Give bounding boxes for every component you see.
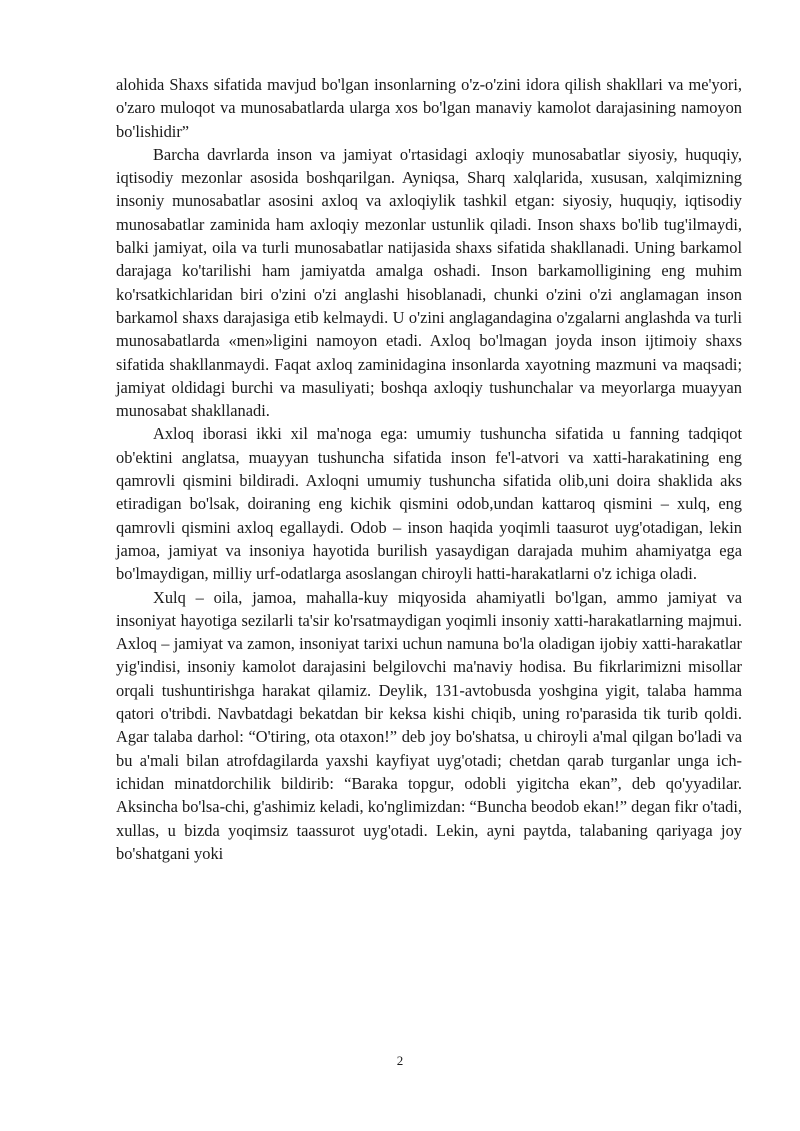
paragraph: Barcha davrlarda inson va jamiyat o'rtasidagi axloqiy munosabatlar siyosiy, huquqiy, iqtisodiy mezonlar asosida boshqarilgan. Ayniqsa, Sharq xalqlarida, xususan, xalqimizning insoniy munosabatlar asosini axloq va axloqiylik tashkil etgan: siyosiy, huquqiy, iqtisodiy munosabatlar zaminida ham axloqiy mezonlar ustunlik qiladi. Inson shaxs bo'lib tug'ilmaydi, balki jamiyat, oila va turli munosabatlar natijasida shaxs sifatida shakllanadi. Uning barkamol darajaga ko'tarilishi ham jamiyatda amalga oshadi. Inson barkamolligining eng muhim ko'rsatkichlaridan biri o'zini o'zi anglashi hisoblanadi, chunki o'zini o'zi anglamagan inson barkamol shaxs darajasiga etib kelmaydi. U o'zini anglagandagina o'zgalarni anglashda va turli munosabatlarda «men»ligini namoyon etadi. Axloq bo'lmagan joyda inson ijtimoiy shaxs sifatida shakllanmaydi. Faqat axloq zaminidagina insonlarda xayotning mazmuni va maqsadi; jamiyat oldidagi burchi va masuliyati; boshqa axloqiy tushunchalar va meyorlarga muayyan munosabat shakllanadi. [116,144,742,421]
document-body [116,73,742,865]
paragraph: Xulq – oila, jamoa, mahalla-kuy miqyosida ahamiyatli bo'lgan, ammo jamiyat va insoniyat hayotiga sezilarli ta'sir ko'rsatmaydigan yoqimli insoniy xatti-harakatlarning majmui. Axloq – jamiyat va zamon, insoniyat tarixi uchun namuna bo'la oladigan ijobiy xatti-harakatlar yig'indisi, insoniy kamolot darajasini belgilovchi ma'naviy hodisa. Bu fikrlarimizni misollar orqali tushuntirishga harakat qilamiz. Deylik, 131-avtobusda yoshgina yigit, talaba hamma qatori o'tribdi. Navbatdagi bekatdan bir keksa kishi chiqib, uning ro'parasida tik turib qoldi. Agar talaba darhol: “O'tiring, ota otaxon!” deb joy bo'shatsa, u chiroyli a'mal qilgan bo'ladi va bu a'mali bilan atrofdagilarda yaxshi kayfiyat uyg'otadi; chetdan qarab turganlar unga ich- ichidan minatdorchilik bildirib: “Baraka topgur, odobli yigitcha ekan”, deb qo'yyadilar. Aksincha bo'lsa-chi, g'ashimiz keladi, ko'nglimizdan: “Buncha beodob ekan!” degan fikr o'tadi, xullas, u bizda yoqimsiz taassurot uyg'otadi. Lekin, ayni paytda, talabaning qariyaga joy bo'shatgani yoki [116,587,742,863]
paragraph: Axloq iborasi ikki xil ma'noga ega: umumiy tushuncha sifatida u fanning tadqiqot ob'ektini anglatsa, muayyan tushuncha sifatida inson fe'l-atvori va xatti-harakatining eng qamrovli qismini bildiradi. Axloqni umumiy tushuncha sifatida olib,uni doira shaklida aks etiradigan bo'lsak, doiraning eng kichik qismini odob,undan kattaroq qismini – xulq, eng qamrovli qismini axloq egallaydi. Odob – inson haqida yoqimli taasurot uyg'otadigan, lekin jamoa, jamiyat va insoniya hayotida burilish yasaydigan darajada muhim ahamiyatga ega bo'lmaydigan, milliy urf-odatlarga asoslangan chiroyli hatti-harakatlarni o'z ichiga oladi. [116,424,742,584]
page-number: 2 [396,1053,404,1068]
paragraph-continuation: alohida Shaxs sifatida mavjud bo'lgan insonlarning o'z-o'zini idora qilish shakllari va me'yori, o'zaro muloqot va munosabatlarda ularga xos bo'lgan manaviy kamolot darajasining namoyon bo'lishidir” [116,75,742,141]
